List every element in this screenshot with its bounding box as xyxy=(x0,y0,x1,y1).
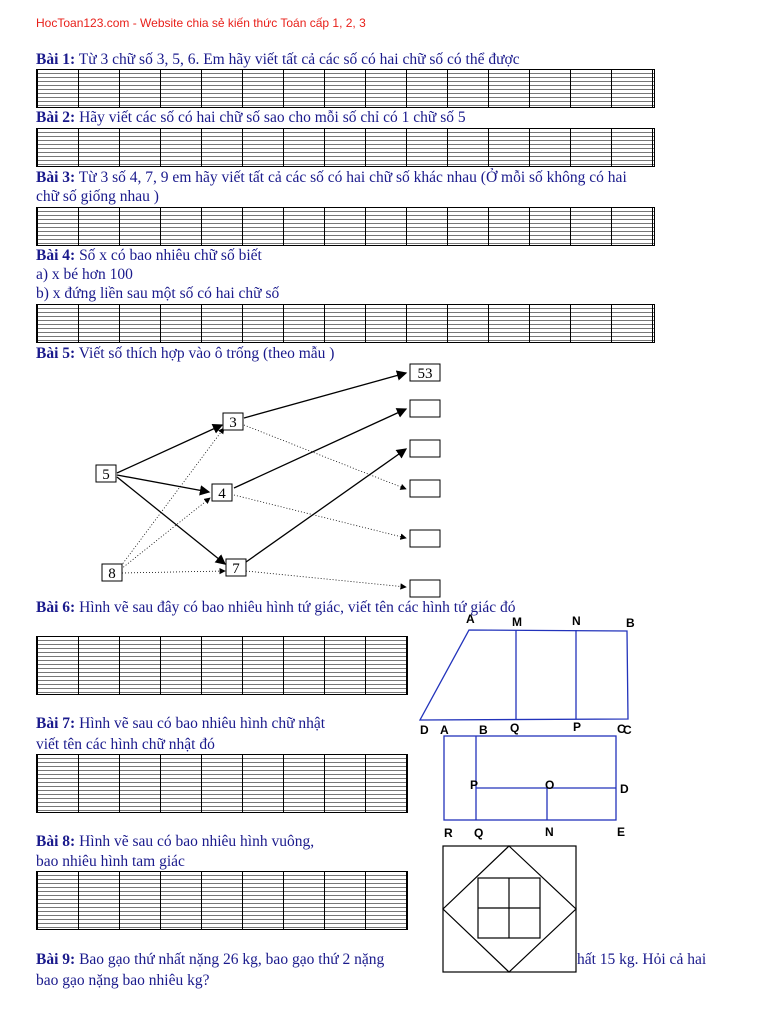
fig6-label-N: N xyxy=(572,614,581,628)
fig7-label-B: B xyxy=(479,723,488,737)
node-3-label: 3 xyxy=(229,415,237,431)
fig6-label-B: B xyxy=(626,616,635,630)
exercise-5-label: Bài 5: xyxy=(36,345,76,362)
fig6-label-P: P xyxy=(573,720,582,734)
result-example-label: 53 xyxy=(417,366,433,382)
fig6-label-Q: Q xyxy=(510,721,520,735)
exercise-7-label: Bài 7: xyxy=(36,715,76,732)
fig6-label-A: A xyxy=(466,612,475,626)
fig6-label-M: M xyxy=(512,615,522,629)
fig7-label-O: O xyxy=(545,778,555,792)
exercise-8-line2: bao nhiêu hình tam giác xyxy=(36,853,185,870)
node-7-label: 7 xyxy=(232,561,240,577)
exercise-4-text: Số x có bao nhiêu chữ số biết xyxy=(75,247,262,264)
exercise-6-text: Hình vẽ sau đây có bao nhiêu hình tứ giác, viết tên các hình tứ giác đó xyxy=(75,599,516,616)
site-header: HocToan123.com - Website chia sẻ kiến thức Toán cấp 1, 2, 3 xyxy=(36,16,366,30)
fig7-label-C: C xyxy=(623,723,632,737)
fig7-label-P: P xyxy=(470,778,479,792)
exercise-2-text: Hãy viết các số có hai chữ số sao cho mỗi số chỉ có 1 chữ số 5 xyxy=(75,109,466,126)
exercise-3-label: Bài 3: xyxy=(36,169,76,186)
exercise-2-label: Bài 2: xyxy=(36,109,76,126)
exercise-7-text: Hình vẽ sau có bao nhiêu hình chữ nhật xyxy=(75,715,326,732)
exercise-3-text: Từ 3 số 4, 7, 9 em hãy viết tất cả các số có hai chữ số khác nhau (Ở mỗi số không có hai xyxy=(75,169,627,186)
fig6-label-C: C xyxy=(617,722,626,736)
exercise-4-label: Bài 4: xyxy=(36,247,76,264)
exercise-9-label: Bài 9: xyxy=(36,951,76,968)
fig6-label-D: D xyxy=(420,723,429,737)
node-5-label: 5 xyxy=(102,467,110,483)
exercise-1-text: Từ 3 chữ số 3, 5, 6. Em hãy viết tất cả các số có hai chữ số có thể được xyxy=(75,51,520,68)
fig7-label-Q: Q xyxy=(474,826,484,840)
exercise-8-text: Hình vẽ sau có bao nhiêu hình vuông, xyxy=(75,833,315,850)
exercise-6-label: Bài 6: xyxy=(36,599,76,616)
exercise-9-line2: bao gạo nặng bao nhiêu kg? xyxy=(36,972,210,989)
exercise-9-text-right: hất 15 kg. Hỏi cả hai xyxy=(577,951,707,968)
node-8-label: 8 xyxy=(108,566,116,582)
exercise-3-line2: chữ số giống nhau ) xyxy=(36,188,159,205)
exercise-5-text: Viết số thích hợp vào ô trống (theo mẫu ) xyxy=(75,345,335,362)
fig7-label-N: N xyxy=(545,825,554,839)
node-4-label: 4 xyxy=(218,486,226,502)
exercise-1-label: Bài 1: xyxy=(36,51,76,68)
fig7-label-E: E xyxy=(617,825,626,839)
exercise-4-a: a) x bé hơn 100 xyxy=(36,266,133,283)
fig7-label-A: A xyxy=(440,723,449,737)
exercise-4-b: b) x đứng liền sau một số có hai chữ số xyxy=(36,285,280,302)
exercise-7-line2: viết tên các hình chữ nhật đó xyxy=(36,736,215,753)
fig7-label-D: D xyxy=(620,782,629,796)
fig7-label-R: R xyxy=(444,826,453,840)
exercise-9-text: Bao gạo thứ nhất nặng 26 kg, bao gạo thứ 2 nặng xyxy=(75,951,385,968)
exercise-8-label: Bài 8: xyxy=(36,833,76,850)
